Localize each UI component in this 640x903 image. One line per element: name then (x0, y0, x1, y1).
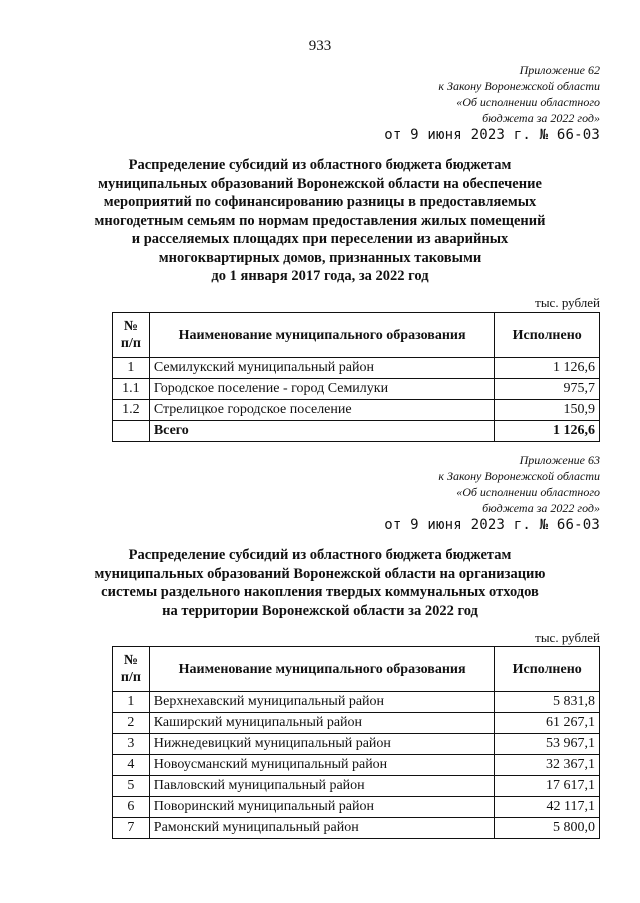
row-value: 53 967,1 (495, 734, 600, 755)
row-municipality: Семилукский муниципальный район (149, 358, 495, 379)
row-municipality: Новоусманский муниципальный район (149, 755, 495, 776)
table-row (113, 776, 600, 797)
title-line: муниципальных образований Воронежской области на обеспечение (98, 175, 542, 192)
decree-reference: от 9 июня 2023 г. № 66-03 (384, 517, 600, 533)
row-value: 975,7 (495, 379, 600, 400)
table-total-row (113, 421, 600, 442)
unit-label: тыс. рублей (535, 295, 600, 310)
row-municipality: Поворинский муниципальный район (149, 797, 495, 818)
total-number-cell (113, 421, 150, 442)
row-number: 2 (113, 713, 150, 734)
title-line: мероприятий по софинансированию разницы в предоставляемых (103, 194, 537, 210)
subsidy-table (112, 646, 600, 839)
row-number: 1.1 (113, 379, 150, 400)
row-number: 1 (113, 692, 150, 713)
title-line: и расселяемых площадях при переселении из аварийных (131, 231, 509, 247)
header-number: № п/п (113, 647, 150, 692)
title-line: Распределение субсидий из областного бюджета бюджетам (128, 547, 512, 563)
header-executed: Исполнено (495, 647, 600, 692)
table-row (113, 692, 600, 713)
annex-line: «Об исполнении областного (456, 485, 600, 499)
table-row (113, 755, 600, 776)
row-value: 17 617,1 (495, 776, 600, 797)
title-line: системы раздельного накопления твердых коммунальных отходов (101, 584, 539, 600)
table-row (113, 713, 600, 734)
row-value: 150,9 (495, 400, 600, 421)
annex-62-header (384, 62, 600, 144)
header-municipality: Наименование муниципального образования (149, 313, 495, 358)
row-number: 7 (113, 818, 150, 839)
total-label: Всего (149, 421, 495, 442)
header-municipality: Наименование муниципального образования (149, 647, 495, 692)
table-row (113, 379, 600, 400)
table-header-row (113, 313, 600, 358)
row-municipality: Стрелицкое городское поселение (149, 400, 495, 421)
header-number: № п/п (113, 313, 150, 358)
header-executed: Исполнено (495, 313, 600, 358)
table-row (113, 797, 600, 818)
annex-line: Приложение 63 (519, 453, 600, 467)
row-municipality: Городское поселение - город Семилуки (149, 379, 495, 400)
section-title (80, 546, 560, 620)
row-value: 42 117,1 (495, 797, 600, 818)
unit-label: тыс. рублей (535, 630, 600, 645)
title-line: на территории Воронежской области за 2022 год (162, 602, 478, 619)
table-header-row (113, 647, 600, 692)
row-value: 5 831,8 (495, 692, 600, 713)
table-row (113, 734, 600, 755)
annex-line: к Закону Воронежской области (438, 469, 600, 483)
decree-reference: от 9 июня 2023 г. № 66-03 (384, 127, 600, 143)
title-line: до 1 января 2017 года, за 2022 год (211, 268, 429, 284)
row-value: 61 267,1 (495, 713, 600, 734)
title-line: Распределение субсидий из областного бюджета бюджетам (128, 157, 512, 173)
annex-line: бюджета за 2022 год» (482, 501, 600, 515)
row-number: 1 (113, 358, 150, 379)
annex-line: «Об исполнении областного (456, 95, 600, 109)
annex-63-header (384, 452, 600, 534)
table-row (113, 358, 600, 379)
row-value: 32 367,1 (495, 755, 600, 776)
title-line: многодетным семьям по нормам предоставления жилых помещений (94, 212, 546, 229)
total-value: 1 126,6 (495, 421, 600, 442)
section-title (80, 156, 560, 286)
row-municipality: Каширский муниципальный район (149, 713, 495, 734)
subsidy-table (112, 312, 600, 442)
row-number: 5 (113, 776, 150, 797)
row-number: 1.2 (113, 400, 150, 421)
row-municipality: Нижнедевицкий муниципальный район (149, 734, 495, 755)
row-municipality: Верхнехавский муниципальный район (149, 692, 495, 713)
annex-line: к Закону Воронежской области (438, 79, 600, 93)
table-row (113, 818, 600, 839)
table-row (113, 400, 600, 421)
row-municipality: Павловский муниципальный район (149, 776, 495, 797)
annex-line: бюджета за 2022 год» (482, 111, 600, 125)
title-line: многоквартирных домов, признанных таковыми (158, 249, 482, 266)
row-value: 5 800,0 (495, 818, 600, 839)
row-value: 1 126,6 (495, 358, 600, 379)
row-number: 3 (113, 734, 150, 755)
annex-line: Приложение 62 (519, 63, 600, 77)
row-number: 6 (113, 797, 150, 818)
page-number: 933 (308, 38, 332, 54)
title-line: муниципальных образований Воронежской области на организацию (94, 565, 546, 582)
row-number: 4 (113, 755, 150, 776)
row-municipality: Рамонский муниципальный район (149, 818, 495, 839)
